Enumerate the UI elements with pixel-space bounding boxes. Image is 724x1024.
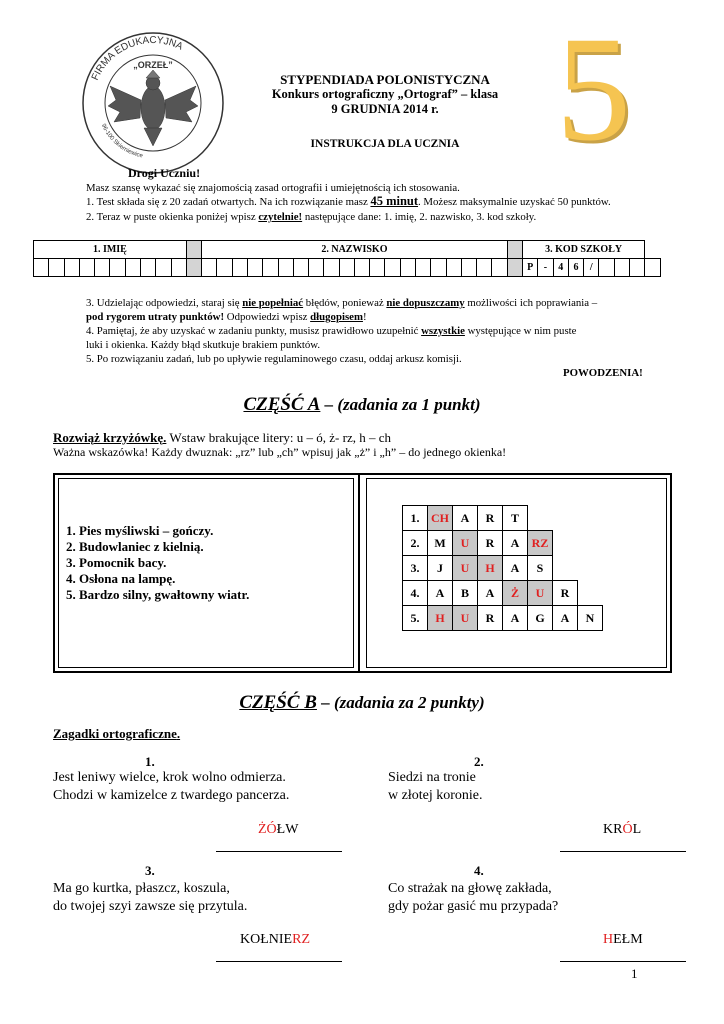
surname-cell[interactable] xyxy=(370,259,385,277)
contest-date: 9 GRUDNIA 2014 r. xyxy=(331,102,439,116)
crossword-cell[interactable]: M xyxy=(428,531,453,556)
riddle-4-text: Co strażak na głowę zakłada, gdy pożar gasić mu przypada? xyxy=(388,881,559,914)
crossword-row-number: 5. xyxy=(403,606,428,631)
stamp-top-text: FIRMA EDUKACYJNA xyxy=(89,34,185,83)
crossword-cell[interactable]: U xyxy=(528,581,553,606)
separator-cell xyxy=(507,259,522,277)
surname-cell[interactable] xyxy=(400,259,415,277)
riddle-2-number: 2. xyxy=(474,754,484,769)
surname-cell[interactable] xyxy=(385,259,400,277)
surname-cell[interactable] xyxy=(446,259,461,277)
crossword-row-number: 1. xyxy=(403,506,428,531)
crossword-cell[interactable]: R xyxy=(553,581,578,606)
name-cell[interactable] xyxy=(79,259,94,277)
crossword-cell[interactable]: T xyxy=(503,506,528,531)
crossword-cell[interactable]: R xyxy=(478,606,503,631)
crossword-cell[interactable]: G xyxy=(528,606,553,631)
name-cell[interactable] xyxy=(156,259,171,277)
part-b-title: CZĘŚĆ B – (zadania za 2 punkty) xyxy=(239,692,485,713)
surname-cell[interactable] xyxy=(461,259,476,277)
greeting: Drogi Uczniu! xyxy=(128,166,201,180)
school-code-cell: - xyxy=(538,259,553,277)
school-code-cell: P xyxy=(523,259,538,277)
svg-text:96-100 Skierniewice xyxy=(100,123,144,159)
school-code-cell: 6 xyxy=(568,259,583,277)
school-code-cell: 4 xyxy=(553,259,568,277)
surname-cell[interactable] xyxy=(217,259,232,277)
surname-cell[interactable] xyxy=(278,259,293,277)
riddle-3-number: 3. xyxy=(145,863,155,878)
crossword-cell[interactable]: A xyxy=(478,581,503,606)
crossword-cell[interactable]: A xyxy=(503,531,528,556)
name-cell[interactable] xyxy=(171,259,186,277)
crossword-cell[interactable]: H xyxy=(428,606,453,631)
crossword-cell[interactable]: CH xyxy=(428,506,453,531)
surname-cell[interactable] xyxy=(354,259,369,277)
school-code-cell: / xyxy=(584,259,599,277)
crossword-row xyxy=(403,556,603,581)
surname-cell[interactable] xyxy=(263,259,278,277)
stamp-bottom-text: 96-100 Skierniewice xyxy=(99,123,144,160)
crossword-cell[interactable]: B xyxy=(453,581,478,606)
crossword-cell[interactable]: A xyxy=(428,581,453,606)
crossword-row xyxy=(403,506,603,531)
crossword-clue: 2. Budowlaniec z kielnią. xyxy=(66,539,204,554)
crossword-cell[interactable]: A xyxy=(453,506,478,531)
student-data-grid xyxy=(33,240,661,277)
part-a-task: Rozwiąż krzyżówkę. Wstaw brakujące litery: u – ó, ż- rz, h – ch xyxy=(53,430,392,445)
school-code-cell[interactable] xyxy=(614,259,629,277)
crossword-row xyxy=(403,606,603,631)
name-cell[interactable] xyxy=(140,259,155,277)
crossword-grid xyxy=(402,505,603,631)
crossword-clue: 3. Pomocnik bacy. xyxy=(66,555,167,570)
crossword-cell[interactable]: A xyxy=(503,556,528,581)
surname-cell[interactable] xyxy=(293,259,308,277)
name-cell[interactable] xyxy=(95,259,110,277)
crossword-clue: 5. Bardzo silny, gwałtowny wiatr. xyxy=(66,587,250,602)
crossword-cell[interactable]: H xyxy=(478,556,503,581)
crossword-cell[interactable]: RZ xyxy=(528,531,553,556)
intro-line-2: 1. Test składa się z 20 zadań otwartych. Na ich rozwiązanie masz 45 minut. Możesz maksymalnie uzyskać 50 punktów. xyxy=(86,194,611,208)
stamp-name: „ORZEŁ” xyxy=(133,60,173,70)
surname-cell[interactable] xyxy=(339,259,354,277)
crossword-row xyxy=(403,531,603,556)
surname-cell[interactable] xyxy=(309,259,324,277)
crossword-cell[interactable]: A xyxy=(503,606,528,631)
rule-5: 5. Po rozwiązaniu zadań, lub po upływie regulaminowego czasu, oddaj arkusz komisji. xyxy=(86,353,462,365)
surname-header: 2. NAZWISKO xyxy=(202,241,508,259)
contest-title: STYPENDIADA POLONISTYCZNA xyxy=(280,72,490,87)
riddle-2-answer: KRÓL xyxy=(603,822,642,837)
crossword-cell[interactable]: S xyxy=(528,556,553,581)
instruction-heading: INSTRUKCJA DLA UCZNIA xyxy=(310,138,460,150)
part-a-hint: Ważna wskazówka! Każdy dwuznak: „rz” lub „ch” wpisuj jak „ż” i „h” – do jednego okienka! xyxy=(53,445,507,459)
school-code-cell[interactable] xyxy=(629,259,644,277)
surname-cell[interactable] xyxy=(202,259,217,277)
surname-cell[interactable] xyxy=(247,259,262,277)
rule-3: 3. Udzielając odpowiedzi, staraj się nie popełniać błędów, ponieważ nie dopuszczamy możliwości ich poprawiania – pod rygorem utraty punktów! Odpowiedzi wpisz długopisem! xyxy=(86,297,598,323)
school-code-header: 3. KOD SZKOŁY xyxy=(523,241,645,259)
school-code-cell[interactable] xyxy=(645,259,661,277)
riddle-1-answer: ŻÓŁW xyxy=(258,822,299,837)
school-code-cell[interactable] xyxy=(599,259,614,277)
intro-line-1: Masz szansę wykazać się znajomością zasad ortografii i umiejętnością ich stosowania. xyxy=(86,182,460,194)
riddle-1-number: 1. xyxy=(145,754,155,769)
surname-cell[interactable] xyxy=(416,259,431,277)
crossword-row-number: 4. xyxy=(403,581,428,606)
crossword-row-number: 2. xyxy=(403,531,428,556)
riddle-3-text: Ma go kurtka, płaszcz, koszula, do twojej szyi zawsze się przytula. xyxy=(53,881,248,914)
contest-subtitle: Konkurs ortograficzny „Ortograf” – klasa xyxy=(271,87,499,101)
crossword-row xyxy=(403,581,603,606)
name-cell[interactable] xyxy=(110,259,125,277)
crossword-cell[interactable]: J xyxy=(428,556,453,581)
name-header: 1. IMIĘ xyxy=(34,241,187,259)
intro-line-3: 2. Teraz w puste okienka poniżej wpisz czytelnie! następujące dane: 1. imię, 2. nazwisko, 3. kod szkoły. xyxy=(86,211,537,223)
riddle-2-text: Siedzi na tronie w złotej koronie. xyxy=(388,770,483,803)
surname-cell xyxy=(186,259,201,277)
surname-cell[interactable] xyxy=(324,259,339,277)
surname-cell[interactable] xyxy=(431,259,446,277)
crossword-clues xyxy=(66,523,249,603)
crossword-cell[interactable]: U xyxy=(453,556,478,581)
crossword-cell[interactable]: N xyxy=(578,606,603,631)
grade-badge: 5 xyxy=(556,6,631,172)
crossword-cell[interactable]: U xyxy=(453,531,478,556)
riddle-4-number: 4. xyxy=(474,863,484,878)
crossword-cell[interactable]: A xyxy=(553,606,578,631)
page-number: 1 xyxy=(631,966,638,981)
crossword-cell[interactable]: R xyxy=(478,506,503,531)
riddles-heading: Zagadki ortograficzne. xyxy=(53,726,181,741)
surname-cell[interactable] xyxy=(492,259,507,277)
rule-4: 4. Pamiętaj, że aby uzyskać w zadaniu punkty, musisz prawidłowo uzupełnić wszystkie występujące w nim puste luki i okienka. Każdy błąd skutkuje brakiem punktów. xyxy=(86,325,577,351)
crossword-cell[interactable]: R xyxy=(478,531,503,556)
name-cell[interactable] xyxy=(34,259,49,277)
riddle-4-answer: HEŁM xyxy=(603,932,643,947)
crossword-clue: 1. Pies myśliwski – gończy. xyxy=(66,523,214,538)
riddle-3-answer: KOŁNIERZ xyxy=(240,932,310,947)
riddle-1-text: Jest leniwy wielce, krok wolno odmierza. Chodzi w kamizelce z twardego pancerza. xyxy=(53,770,290,803)
surname-cell[interactable] xyxy=(232,259,247,277)
surname-cell[interactable] xyxy=(477,259,492,277)
crossword-row-number: 3. xyxy=(403,556,428,581)
good-luck: POWODZENIA! xyxy=(563,367,643,379)
name-cell[interactable] xyxy=(49,259,64,277)
name-cell[interactable] xyxy=(125,259,140,277)
part-a-title: CZĘŚĆ A – (zadania za 1 punkt) xyxy=(243,394,481,415)
name-cell[interactable] xyxy=(64,259,79,277)
crossword-clue: 4. Osłona na lampę. xyxy=(66,571,176,586)
crossword-cell[interactable]: U xyxy=(453,606,478,631)
crossword-cell[interactable]: Ż xyxy=(503,581,528,606)
